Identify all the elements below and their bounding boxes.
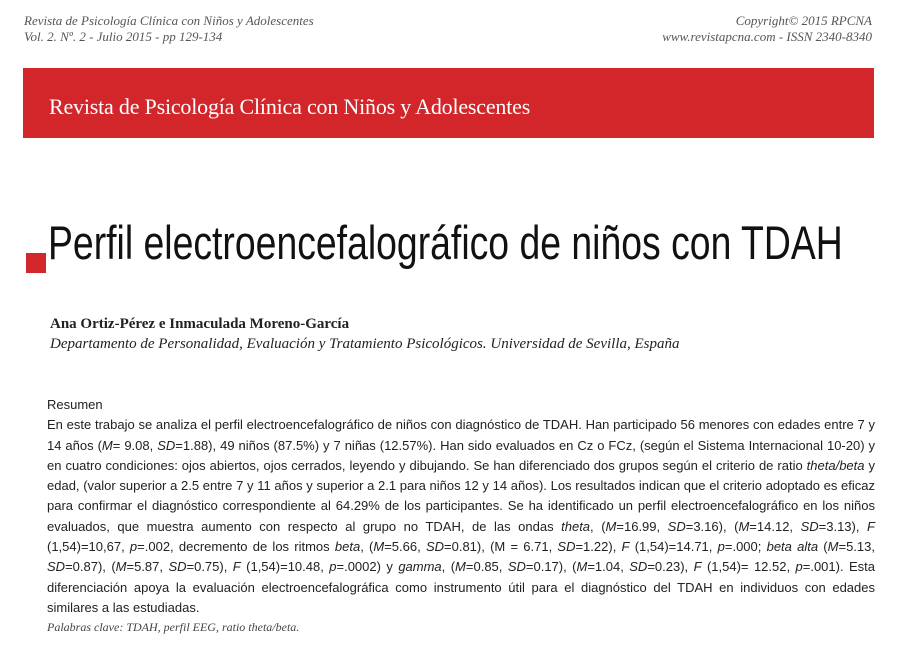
abstract-text-run: =0.87), (: [65, 559, 116, 575]
abstract-text-run: (1,54)=14.71,: [629, 539, 718, 555]
banner-title: Revista de Psicología Clínica con Niños y Adolescentes: [49, 94, 531, 119]
abstract-text-run: y edad, (valor superior a 2.5 entre 7 y 11 años y superior a 2.1 para niños 12 y 14 años). Los resultados indican que el criterio adoptado es eficaz para confirmar el diagnóstico correspondiente al 64.29% de los participantes. Se ha identificado un perfil electroencefalográfico en los niños evaluados, que muestra aumento con respecto al grupo no TDAH, de las ondas: [47, 457, 875, 534]
abstract-text-run: =0.17), (: [525, 559, 577, 575]
abstract-italic-run: theta/beta: [806, 457, 865, 473]
abstract-text-run: (1,54)=10.48,: [240, 559, 330, 575]
abstract-italic-run: M: [115, 559, 127, 575]
abstract-italic-run: SD: [667, 518, 686, 534]
abstract-italic-run: F: [867, 518, 875, 534]
abstract-italic-run: p: [129, 539, 138, 555]
abstract-italic-run: F: [232, 559, 241, 575]
abstract-italic-run: F: [621, 539, 630, 555]
abstract-italic-run: beta alta: [766, 539, 819, 555]
abstract-text-run: =0.23),: [647, 559, 694, 575]
abstract-text-run: (1,54)= 12.52,: [701, 559, 796, 575]
abstract-text-run: =0.85,: [465, 559, 508, 575]
abstract-text-run: = 9.08,: [112, 437, 158, 453]
abstract-italic-run: SD: [507, 559, 526, 575]
running-header-left: [24, 13, 314, 45]
abstract-text-run: =1.04,: [587, 559, 630, 575]
abstract-text-run: =1.88), 49 niños (87.5%) y 7 niñas (12.57%). Han sido evaluados en Cz o FCz, (según el Sistema Internacional 10-20) y en cuatro condiciones: ojos abiertos, ojos cerrados, leyendo y dibujando. Se han diferenciado dos grupos según el criterio de ratio: [47, 437, 876, 473]
abstract-text-run: =.001). Esta diferenciación apoya la evaluación electroencefalográfica como instrumento útil para el diagnóstico del TDAH en individuos con edades similares a las estudiadas.: [47, 559, 876, 615]
abstract-italic-run: M: [738, 518, 750, 534]
abstract-text-run: =3.16), (: [685, 518, 739, 534]
abstract-heading: Resumen: [47, 397, 103, 412]
abstract-italic-run: p: [795, 559, 803, 575]
article-title-block: [26, 215, 886, 285]
abstract-text-run: =1.22),: [575, 539, 622, 555]
abstract-italic-run: gamma: [398, 559, 442, 575]
abstract-italic-run: SD: [157, 437, 176, 453]
abstract-italic-run: M: [373, 539, 385, 555]
journal-banner: [23, 68, 874, 138]
abstract-italic-run: M: [827, 539, 839, 555]
abstract-text-run: , (: [441, 559, 456, 575]
affiliation: Departamento de Personalidad, Evaluación y Tratamiento Psicológicos. Universidad de Sevilla, España: [50, 336, 680, 352]
abstract-text-run: =5.66,: [384, 539, 426, 555]
abstract-italic-run: p: [329, 559, 337, 575]
abstract-text-run: =0.81), (M = 6.71,: [444, 539, 558, 555]
abstract-text-run: =16.99,: [616, 518, 668, 534]
abstract-text-run: =3.13),: [818, 518, 868, 534]
keywords: Palabras clave: TDAH, perfil EEG, ratio theta/beta.: [47, 620, 300, 635]
abstract-text-run: =.0002) y: [336, 559, 399, 575]
journal-name: Revista de Psicología Clínica con Niños y Adolescentes: [24, 13, 314, 28]
website-issn: www.revistapcna.com - ISSN 2340-8340: [662, 29, 872, 44]
abstract-text-run: =5.13,: [838, 539, 875, 555]
red-square-icon: [26, 253, 46, 273]
abstract: [47, 395, 875, 636]
authors: Ana Ortiz-Pérez e Inmaculada Moreno-García: [50, 316, 350, 332]
abstract-italic-run: beta: [334, 539, 361, 555]
abstract-text-run: , (: [590, 518, 606, 534]
abstract-italic-run: SD: [168, 559, 187, 575]
abstract-text-run: =5.87,: [126, 559, 169, 575]
abstract-italic-run: theta: [561, 518, 591, 534]
abstract-italic-run: M: [101, 437, 113, 453]
abstract-italic-run: SD: [629, 559, 648, 575]
abstract-text-run: (1,54)=10,67,: [47, 539, 130, 555]
article-title: Perfil electroencefalográfico de niños con TDAH: [48, 216, 843, 269]
abstract-italic-run: SD: [425, 539, 445, 555]
copyright-text: Copyright© 2015 RPCNA: [735, 13, 872, 28]
abstract-italic-run: M: [455, 559, 466, 575]
abstract-italic-run: SD: [800, 518, 819, 534]
abstract-text-run: (: [818, 539, 828, 555]
abstract-italic-run: SD: [557, 539, 576, 555]
abstract-text-run: =0.75),: [186, 559, 233, 575]
abstract-body: [47, 415, 875, 618]
abstract-text-run: =14.12,: [749, 518, 801, 534]
running-header-right: [662, 13, 872, 45]
abstract-italic-run: SD: [47, 559, 66, 575]
abstract-text-run: En este trabajo se analiza el perfil electroencefalográfico de niños con diagnóstico de TDAH. Han participado 56 menores con edades entre 7 y 14 años (: [47, 417, 875, 453]
volume-info: Vol. 2. Nº. 2 - Julio 2015 - pp 129-134: [24, 29, 223, 44]
abstract-italic-run: F: [693, 559, 702, 575]
abstract-text-run: , (: [360, 539, 374, 555]
abstract-italic-run: M: [605, 518, 617, 534]
abstract-italic-run: M: [576, 559, 588, 575]
abstract-text-run: =.002, decremento de los ritmos: [137, 539, 335, 555]
abstract-text-run: =.000;: [724, 539, 767, 555]
abstract-italic-run: p: [717, 539, 725, 555]
